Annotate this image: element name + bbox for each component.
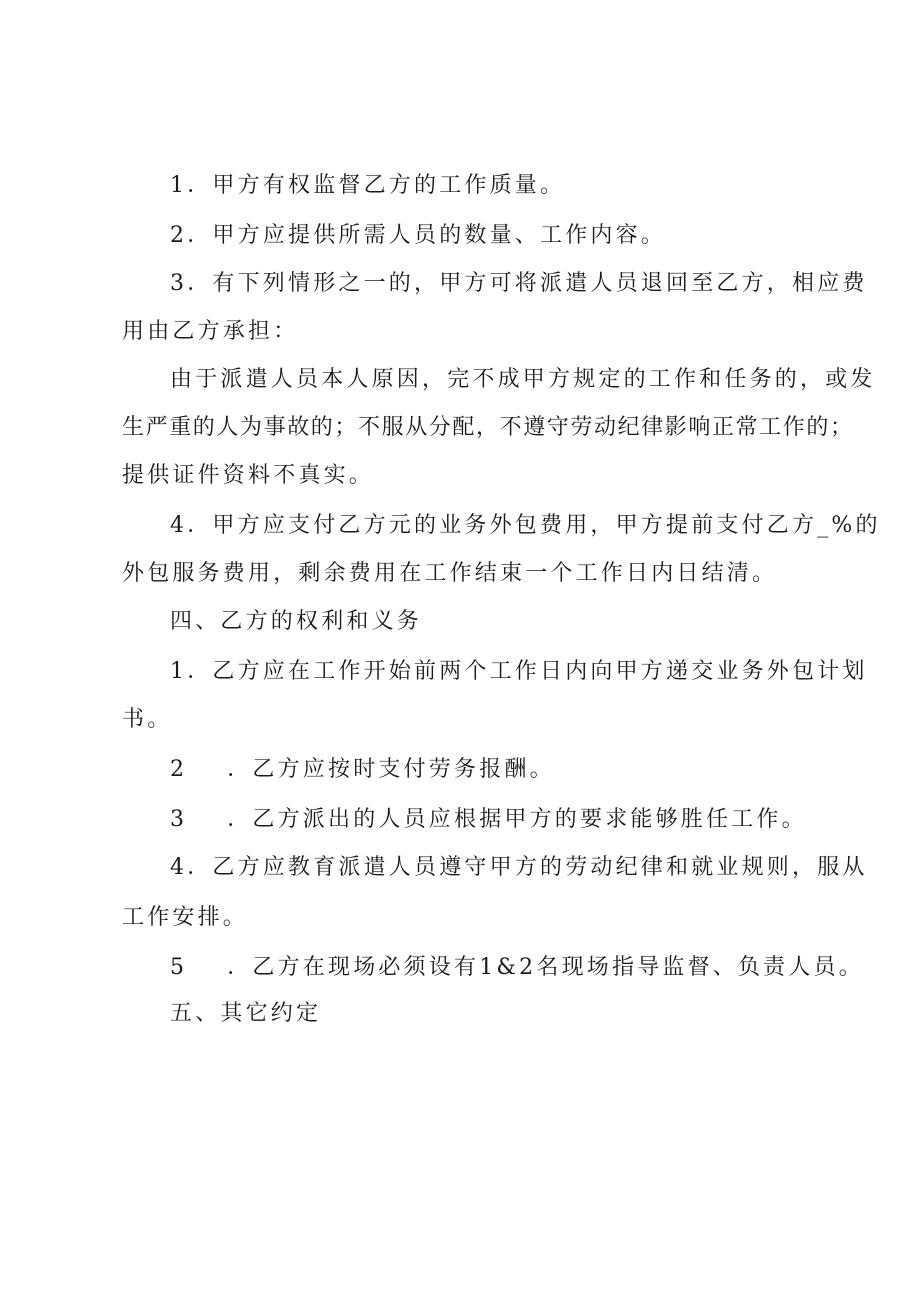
paragraph-line: 4．甲方应支付乙方元的业务外包费用，甲方提前支付乙方_%的 [170,513,881,538]
paragraph-line [170,806,807,834]
paragraph-line: 1．乙方应在工作开始前两个工作日内向甲方递交业务外包计划 [170,659,868,684]
paragraph-line: 工作安排。 [122,905,249,930]
item-text: ．乙方应按时支付劳务报酬。 [227,757,555,782]
paragraph-line: 用由乙方承担： [122,319,299,344]
item-text: ．乙方派出的人员应根据甲方的要求能够胜任工作。 [227,807,807,832]
item-number: 2 [170,757,188,782]
item-text: ．乙方在现场必须设有1&2名现场指导监督、负责人员。 [227,955,864,980]
paragraph-line: 3．有下列情形之一的，甲方可将派遣人员退回至乙方，相应费 [170,271,868,296]
item-number: 3 [170,807,188,832]
paragraph-line: 由于派遣人员本人原因，完不成甲方规定的工作和任务的，或发 [170,367,876,392]
paragraph-line: 书。 [122,707,173,732]
paragraph-line: 生严重的人为事故的；不服从分配，不遵守劳动纪律影响正常工作的； [122,415,854,440]
section-heading: 四、乙方的权利和义务 [170,609,423,634]
paragraph-line: 1．甲方有权监督乙方的工作质量。 [170,173,566,198]
paragraph-line: 4．乙方应教育派遣人员遵守甲方的劳动纪律和就业规则，服从 [170,855,868,880]
paragraph-line: 外包服务费用，剩余费用在工作结束一个工作日内日结清。 [122,561,778,586]
paragraph-line [170,756,555,784]
item-number: 5 [170,955,188,980]
section-heading: 五、其它约定 [170,1001,322,1026]
paragraph-line: 提供证件资料不真实。 [122,463,375,488]
paragraph-line [170,954,864,982]
paragraph-line: 2．甲方应提供所需人员的数量、工作内容。 [170,223,666,248]
